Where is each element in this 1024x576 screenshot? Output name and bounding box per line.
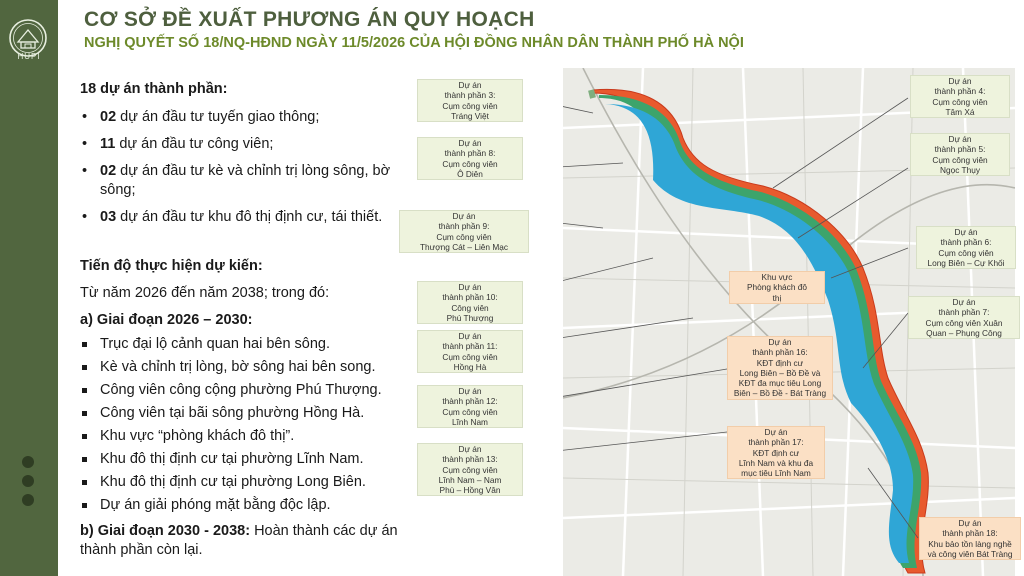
logo-text: HUPI <box>17 52 41 61</box>
phase-a-list <box>80 335 410 515</box>
list-item: Khu đô thị định cư tại phường Long Biên. <box>80 473 410 492</box>
page-subtitle: NGHỊ QUYẾT SỐ 18/NQ-HĐND NGÀY 11/5/2026 CỦA HỘI ĐỒNG NHÂN DÂN THÀNH PHỐ HÀ NỘI <box>84 35 744 51</box>
list-item: Khu vực “phòng khách đô thị”. <box>80 427 410 446</box>
label-project-3: Dự án thành phần 3: Cụm công viên Tráng Việt <box>417 79 523 122</box>
phase-b-title: b) Giai đoạn 2030 - 2038: <box>80 523 251 539</box>
label-project-9: Dự án thành phần 9: Cụm công viên Thượng Cát – Liên Mạc <box>399 210 529 253</box>
phase-b-paragraph <box>80 522 410 560</box>
label-khu-vuc-phong-khach: Khu vực Phòng khách đô thị <box>729 271 825 304</box>
label-project-4: Dự án thành phần 4: Cụm công viên Tâm Xá <box>910 75 1010 118</box>
label-project-18: Dự án thành phần 18: Khu bảo tồn làng nghề và công viên Bát Tràng <box>919 517 1021 560</box>
phase-b-text: Hoàn thành các dự án thành phần còn lại. <box>80 523 398 558</box>
label-project-13: Dự án thành phần 13: Cụm công viên Lĩnh Nam – Nam Phù – Hồng Vân <box>417 443 523 496</box>
label-project-8: Dự án thành phần 8: Cụm công viên Ô Diên <box>417 137 523 180</box>
phase-a-title: a) Giai đoạn 2026 – 2030: <box>80 312 253 328</box>
schedule-heading: Tiến độ thực hiện dự kiến: <box>80 258 263 274</box>
page-title: CƠ SỞ ĐỀ XUẤT PHƯƠNG ÁN QUY HOẠCH <box>84 8 535 31</box>
list-item: • 03 dự án đầu tư khu đô thị định cư, tái thiết. <box>80 208 410 227</box>
sidebar <box>0 0 58 576</box>
list-item: Công viên tại bãi sông phường Hồng Hà. <box>80 404 410 423</box>
list-item: Kè và chỉnh trị lòng, bờ sông hai bên song. <box>80 358 410 377</box>
list-item: • 02 dự án đầu tư kè và chỉnh trị lòng sông, bờ sông; <box>80 162 410 200</box>
slide-dot[interactable] <box>22 456 34 468</box>
label-project-7: Dự án thành phần 7: Cụm công viên Xuân Quan – Phụng Công <box>908 296 1020 339</box>
label-project-12: Dự án thành phần 12: Cụm công viên Lĩnh Nam <box>417 385 523 428</box>
schedule-intro: Từ năm 2026 đến năm 2038; trong đó: <box>80 285 330 301</box>
projects-list <box>80 108 410 227</box>
label-project-10: Dự án thành phần 10: Công viên Phú Thượng <box>417 281 523 324</box>
label-project-6: Dự án thành phần 6: Cụm công viên Long Biên – Cự Khối <box>916 226 1016 269</box>
label-project-17: Dự án thành phần 17: KĐT định cư Lĩnh Nam và khu đa mục tiêu Lĩnh Nam <box>727 426 825 479</box>
label-project-5: Dự án thành phần 5: Cụm công viên Ngọc Thụy <box>910 133 1010 176</box>
list-item: • 02 dự án đầu tư tuyến giao thông; <box>80 108 410 127</box>
content-panel <box>80 80 410 560</box>
label-project-16: Dự án thành phần 16: KĐT định cư Long Biên – Bồ Đề và KĐT đa mục tiêu Long Biên – Bồ Đề - Bát Tràng <box>727 336 833 400</box>
list-item: Trục đại lộ cảnh quan hai bên sông. <box>80 335 410 354</box>
list-item: Dự án giải phóng mặt bằng độc lập. <box>80 496 410 515</box>
projects-heading: 18 dự án thành phần: <box>80 81 228 97</box>
list-item: Khu đô thị định cư tại phường Lĩnh Nam. <box>80 450 410 469</box>
slide-dot[interactable] <box>22 494 34 506</box>
label-project-11: Dự án thành phần 11: Cụm công viên Hồng Hà <box>417 330 523 373</box>
list-item: • 11 dự án đầu tư công viên; <box>80 135 410 154</box>
slide-dot[interactable] <box>22 475 34 487</box>
list-item: Công viên công cộng phường Phú Thượng. <box>80 381 410 400</box>
slide-dots <box>22 456 34 513</box>
